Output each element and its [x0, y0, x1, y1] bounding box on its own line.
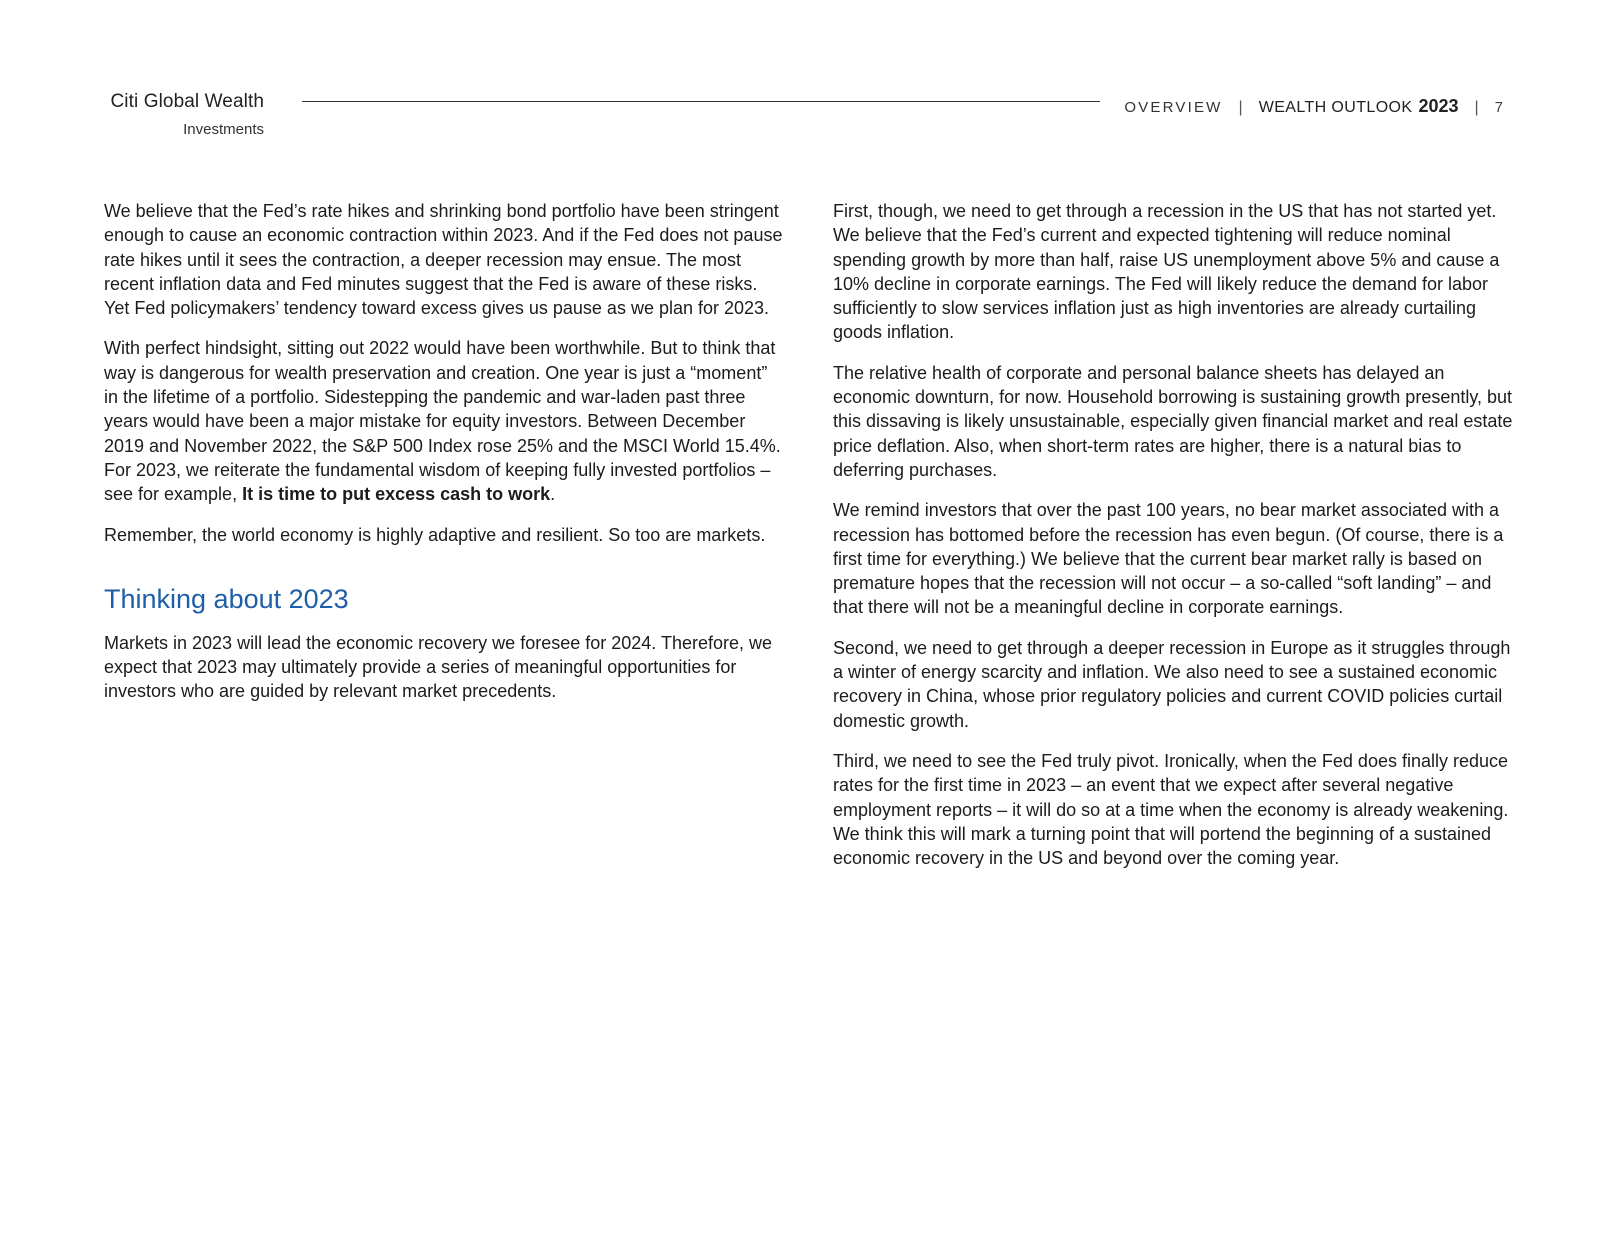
- report-title: WEALTH OUTLOOK: [1258, 99, 1413, 116]
- paragraph: We believe that the Fed’s rate hikes and shrinking bond portfolio have been stringent enough to cause an economic contraction within 2023. And if the Fed does not pause rate hikes until it sees the contraction, a deeper recession may ensue. The most recent inflation data and Fed minutes suggest that the Fed is aware of these risks. Yet Fed policymakers’ tendency toward excess gives us pause as we plan for 2023.: [104, 201, 783, 319]
- left-column: [104, 199, 784, 720]
- paragraph: We remind investors that over the past 100 years, no bear market associated with a recession has bottomed before the recession has even begun. (Of course, there is a first time for everything.) We believe that the current bear market rally is based on premature hopes that the recession will not occur – a so-called “soft landing” – and that there will not be a meaningful decline in corporate earnings.: [833, 500, 1504, 618]
- section-label: OVERVIEW: [1124, 99, 1223, 116]
- brand-name: Citi Global Wealth: [110, 91, 264, 112]
- paragraph: [104, 336, 784, 506]
- page-number: 7: [1494, 99, 1503, 116]
- brand-logo: [106, 90, 264, 140]
- header-divider: [302, 101, 1100, 102]
- paragraph: Third, we need to see the Fed truly pivot. Ironically, when the Fed does finally reduce rates for the first time in 2023 – an event that we expect after several negative employment reports – it will do so at a time when the economy is already weakening. We think this will mark a turning point that will portend the beginning of a sustained economic recovery in the US and beyond over the coming year.: [833, 750, 1509, 869]
- section-heading: Thinking about 2023: [104, 583, 349, 614]
- paragraph: Remember, the world economy is highly adaptive and resilient. So too are markets.: [104, 524, 766, 545]
- report-year: 2023: [1418, 96, 1459, 116]
- paragraph-text: With perfect hindsight, sitting out 2022 would have been worthwhile. But to think that way is dangerous for wealth preservation and creation. One year is just a “moment” in the lifetime of a portfolio. Sidestepping the pandemic and war-laden past three years would have been a major mistake for equity investors. Between December 2019 and November 2022, the S&P 500 Index rose 25% and the MSCI World 15.4%. For 2023, we reiterate the fundamental wisdom of keeping fully invested portfolios – see for example,: [104, 338, 781, 505]
- brand-subtitle: Investments: [183, 121, 264, 138]
- paragraph: Second, we need to get through a deeper recession in Europe as it struggles through a winter of energy scarcity and inflation. We also need to see a sustained economic recovery in China, whose prior regulatory policies and current COVID policies curtail domestic growth.: [833, 637, 1511, 731]
- cash-to-work-reference[interactable]: It is time to put excess cash to work: [242, 484, 551, 505]
- right-column: [833, 199, 1513, 886]
- running-header: [1124, 94, 1503, 120]
- paragraph-end: .: [550, 484, 556, 505]
- header-separator: |: [1474, 99, 1479, 116]
- paragraph: First, though, we need to get through a recession in the US that has not started yet. We believe that the Fed’s current and expected tightening will reduce nominal spending growth by more than half, raise US unemployment above 5% and cause a 10% decline in corporate earnings. The Fed will likely reduce the demand for labor sufficiently to slow services inflation just as high inventories are already curtailing goods inflation.: [833, 201, 1500, 343]
- paragraph: Markets in 2023 will lead the economic recovery we foresee for 2024. Therefore, we expect that 2023 may ultimately provide a series of meaningful opportunities for investors who are guided by relevant market precedents.: [104, 632, 773, 702]
- header-separator: |: [1238, 99, 1243, 116]
- paragraph: The relative health of corporate and personal balance sheets has delayed an economic downturn, for now. Household borrowing is sustaining growth presently, but this dissaving is likely unsustainable, especially given financial market and real estate price deflation. Also, when short-term rates are higher, there is a natural bias to deferring purchases.: [833, 362, 1513, 480]
